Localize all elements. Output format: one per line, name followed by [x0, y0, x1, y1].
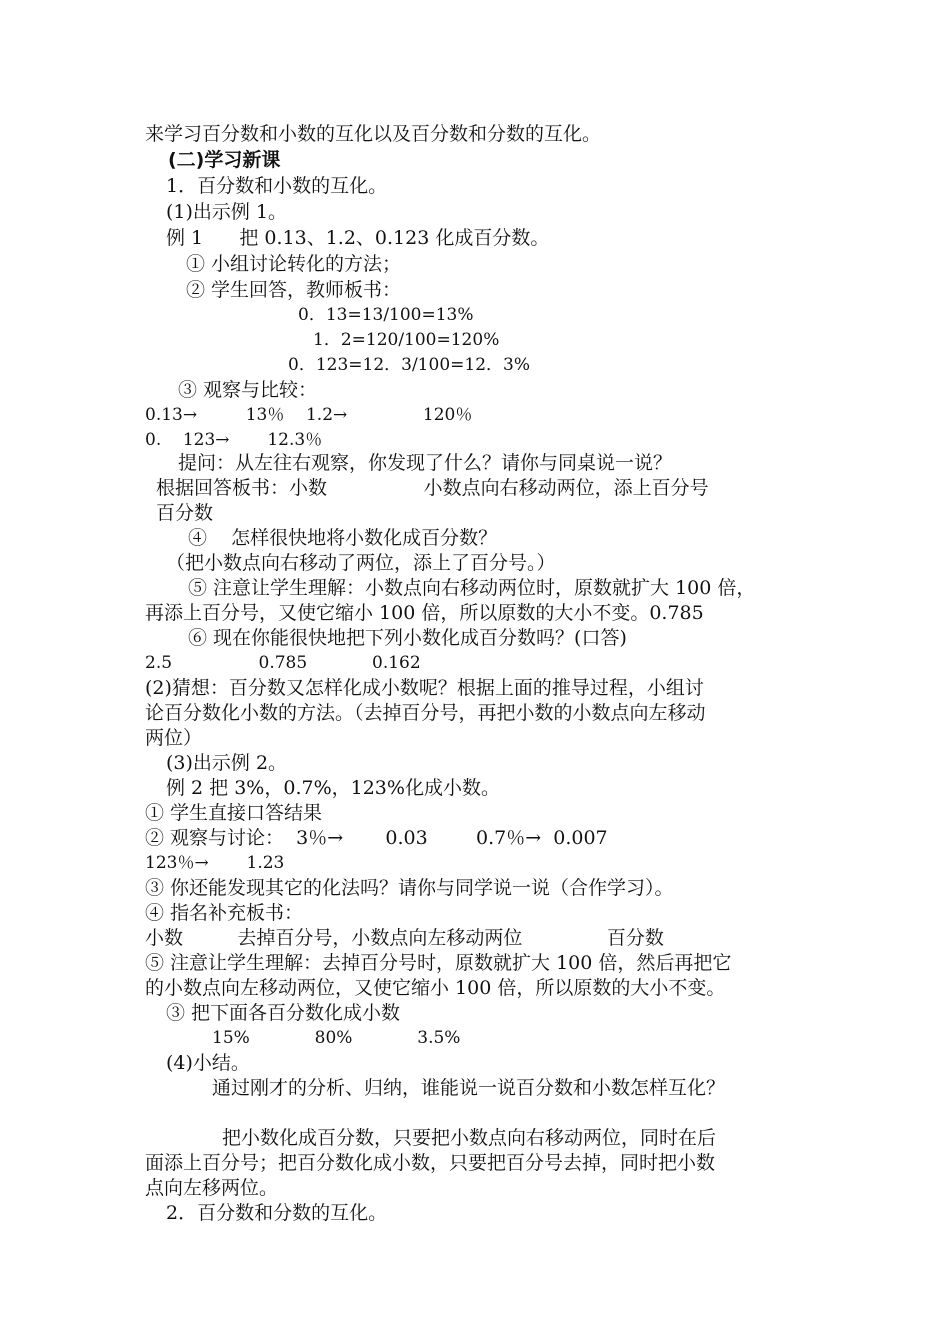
exercise-line: 15% 80% 3.5%: [212, 1028, 461, 1048]
text-line: (2)猜想：百分数又怎样化成小数呢？根据上面的推导过程，小组讨: [145, 677, 704, 699]
text-line: ④ 指名补充板书：: [145, 902, 304, 924]
example-statement: 例 1 把 0.13、1.2、0.123 化成百分数。: [166, 227, 550, 249]
question-line: 提问：从左往右观察，你发现了什么？请你与同桌说一说？: [178, 452, 673, 474]
comparison-line: 123％→ 1.23: [145, 853, 285, 873]
text-line: ② 学生回答，教师板书：: [186, 279, 402, 301]
text-line: (1)出示例 1。: [166, 201, 288, 223]
summary-line: 把小数化成百分数，只要把小数点向右移动两位，同时在后: [222, 1127, 717, 1149]
example-statement: 例 2 把 3%，0.7%，123%化成小数。: [166, 777, 500, 799]
text-line: 再添上百分号，又使它缩小 100 倍，所以原数的大小不变。0.785: [145, 602, 704, 624]
text-line: ③ 把下面各百分数化成小数: [166, 1002, 401, 1024]
comparison-line: 0.13→ 13％ 1.2→ 120％: [145, 405, 473, 425]
text-line: 百分数: [156, 502, 214, 524]
equation-line: 0．123=12．3/100=12．3%: [288, 355, 530, 375]
text-line: ④ 怎样很快地将小数化成百分数？: [188, 527, 498, 549]
text-line: 来学习百分数和小数的互化以及百分数和分数的互化。: [145, 123, 602, 145]
text-line: 根据回答板书：小数 小数点向右移动两位，添上百分号: [156, 477, 709, 499]
text-line: (3)出示例 2。: [166, 752, 288, 774]
text-line: 两位）: [145, 727, 203, 749]
equation-line: 0．13=13/100=13%: [298, 305, 474, 325]
subsection-heading: 1．百分数和小数的互化。: [166, 175, 388, 197]
text-line: ① 学生直接口答结果: [145, 802, 323, 824]
text-line: ① 小组讨论转化的方法；: [186, 253, 402, 275]
question-line: 通过刚才的分析、归纳，谁能说一说百分数和小数怎样互化？: [212, 1077, 726, 1099]
summary-line: 面添上百分号；把百分数化成小数，只要把百分号去掉，同时把小数: [145, 1152, 716, 1174]
text-line: ⑥ 现在你能很快地把下列小数化成百分数吗？(口答): [188, 627, 627, 649]
text-line: 的小数点向左移动两位，又使它缩小 100 倍，所以原数的大小不变。: [145, 977, 726, 999]
text-line: (4)小结。: [166, 1052, 250, 1074]
exercise-line: 2.5 0.785 0.162: [145, 653, 421, 673]
equation-line: 1．2=120/100=120%: [313, 330, 500, 350]
text-line: ③ 你还能发现其它的化法吗？请你与同学说一说（合作学习）。: [145, 877, 674, 899]
comparison-line: 0. 123→ 12.3％: [145, 430, 323, 450]
text-line: 小数 去掉百分号，小数点向左移动两位 百分数: [145, 927, 664, 949]
text-line: ⑤ 注意让学生理解：小数点向右移动两位时，原数就扩大 100 倍，: [188, 577, 756, 599]
text-line: （把小数点向右移动了两位，添上了百分号。）: [166, 552, 556, 574]
summary-line: 点向左移两位。: [145, 1177, 279, 1199]
text-line: ③ 观察与比较：: [178, 379, 318, 401]
section-heading: (二)学习新课: [168, 149, 281, 171]
text-line: ⑤ 注意让学生理解：去掉百分号时，原数就扩大 100 倍，然后再把它: [145, 952, 732, 974]
subsection-heading: 2．百分数和分数的互化。: [166, 1202, 388, 1224]
text-line: 论百分数化小数的方法。（去掉百分号，再把小数的小数点向左移动: [145, 702, 706, 724]
comparison-line: ② 观察与讨论： 3％→ 0.03 0.7％→ 0.007: [145, 827, 608, 849]
